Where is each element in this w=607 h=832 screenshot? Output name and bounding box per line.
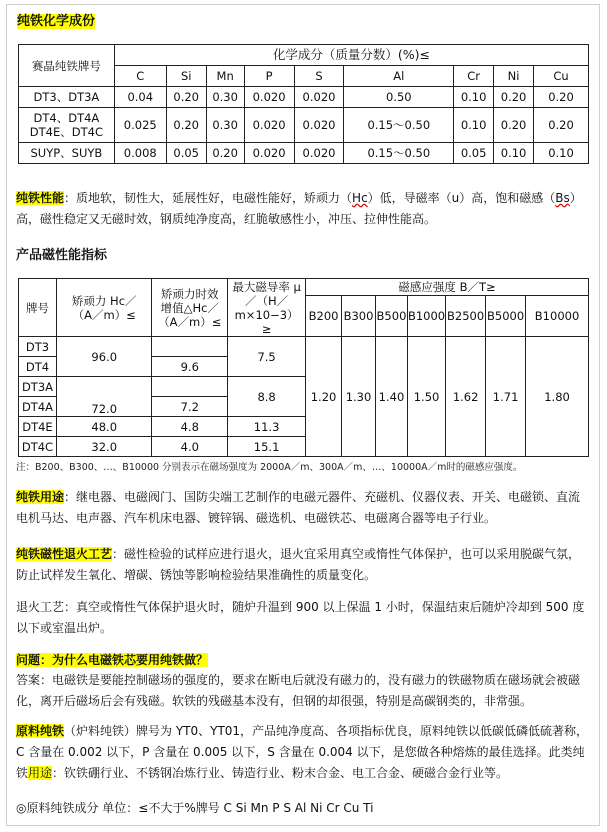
table-row (19, 337, 589, 357)
colon: ： (64, 191, 77, 205)
bs-term: Bs (555, 191, 570, 205)
b-col-header: B10000 (526, 296, 589, 337)
value-cell: 0.020 (244, 143, 294, 164)
magnetic-properties-table (18, 278, 589, 457)
table-note: 注：B200、B300、…、B10000 分别表示在磁场强度为 2000A／m、300A／m、…、10000A／m时的磁感应强度。 (16, 462, 523, 473)
use-label: 纯铁用途 (16, 490, 65, 504)
raw-iron-paragraph (16, 721, 590, 784)
value-cell: 0.20 (166, 87, 206, 108)
dhc-cell: 4.8 (152, 417, 228, 437)
value-cell: 0.15～0.50 (344, 143, 454, 164)
hc-cell: 48.0 (56, 417, 152, 437)
brand-cell: SUYP、SUYB (19, 143, 115, 164)
anneal-label: 纯铁磁性退火工艺 (16, 547, 113, 561)
header-delta-hc: 矫顽力时效增值△Hc／（A／m）≤ (152, 279, 228, 337)
value-cell: 0.008 (114, 143, 166, 164)
raw-iron-label: 原料纯铁 (16, 724, 65, 738)
heading-magnetic-indicators: 产品磁性能指标 (16, 248, 108, 263)
dhc-cell: 9.6 (152, 357, 228, 377)
performance-text: 质地软，韧性大，延展性好，电磁性能好，矫顽力（ (76, 191, 353, 205)
hc-cell: 72.0 (56, 377, 152, 417)
b-col-header: B1000 (407, 296, 445, 337)
value-cell: 0.10 (454, 87, 494, 108)
performance-label: 纯铁性能 (16, 191, 65, 205)
header-brand: 牌号 (19, 279, 57, 337)
element-header: Cr (454, 66, 494, 87)
header-hc: 矫顽力 Hc／（A／m）≤ (56, 279, 152, 337)
footer-line: ◎原料纯铁成分 单位：≤不大于%牌号 C Si Mn P S Al Ni Cr Cu Ti (16, 801, 374, 815)
element-header: P (244, 66, 294, 87)
b-value-cell: 1.30 (342, 337, 376, 457)
brand-cell: DT4C (19, 437, 57, 457)
hc-cell: 32.0 (56, 437, 152, 457)
value-cell: 0.04 (114, 87, 166, 108)
question-label: 问题：为什么电磁铁芯要用纯铁做？ (16, 653, 209, 667)
value-cell: 0.020 (294, 108, 344, 143)
b-value-cell: 1.40 (375, 337, 407, 457)
performance-text: ）低，导磁率（u）高，饱和磁感（ (367, 191, 556, 205)
question-heading (16, 650, 590, 671)
element-header: Al (344, 66, 454, 87)
b-value-cell: 1.80 (526, 337, 589, 457)
value-cell: 0.10 (494, 143, 534, 164)
element-header: C (114, 66, 166, 87)
brand-cell: DT4E (19, 417, 57, 437)
anneal-text: 磁性检验的试样应进行退火，退火宜采用真空或惰性气体保护，也可以采用脱碳气氛，防止试样发生氧化、增碳、锈蚀等影响检验结果准确性的质量变化。 (16, 547, 581, 582)
element-header: Mn (206, 66, 244, 87)
raw-iron-text: ：钦铁硼行业、不锈钢冶炼行业、铸造行业、粉末合金、电工合金、硬磁合金行业等。 (52, 766, 509, 780)
brand-header: 赛晶纯铁牌号 (19, 45, 115, 87)
mu-cell: 15.1 (228, 437, 306, 457)
dhc-cell: 4.0 (152, 437, 228, 457)
element-header: S (294, 66, 344, 87)
value-cell: 0.020 (244, 108, 294, 143)
brand-cell: DT4A (19, 397, 57, 417)
value-cell: 0.20 (206, 143, 244, 164)
value-cell: 0.30 (206, 108, 244, 143)
b-value-cell: 1.50 (407, 337, 445, 457)
use-text: 继电器、电磁阀门、国防尖端工艺制作的电磁元器件、充磁机、仪器仪表、开关、电磁锁、直流电机马达、电声器、汽车机床电器、镀锌锅、磁选机、电磁铁芯、电磁离合器等电子行业。 (16, 490, 581, 525)
raw-iron-use-label: 用途 (28, 766, 53, 780)
value-cell: 0.50 (344, 87, 454, 108)
mu-cell: 8.8 (228, 377, 306, 417)
b-value-cell: 1.20 (306, 337, 342, 457)
colon: ： (112, 547, 125, 561)
raw-iron-text: （炉料纯铁）牌号为 YT0、YT01，产品纯净度高、各项指标优良，原料纯铁以低碳低磷低硫著称，C 含量在 0.002 以下，P 含量在 0.005 以下，S 含量在 0.004 以下，是您做各种熔炼的最佳选择。此类纯铁 (16, 724, 589, 780)
performance-paragraph (16, 188, 590, 230)
table-row (19, 143, 589, 164)
value-cell: 0.15～0.50 (344, 108, 454, 143)
dhc-cell (152, 337, 228, 357)
value-cell: 0.20 (166, 108, 206, 143)
value-cell: 0.10 (454, 108, 494, 143)
b-value-cell: 1.62 (446, 337, 486, 457)
element-header: Ni (494, 66, 534, 87)
dhc-cell (152, 377, 228, 397)
value-cell: 0.025 (114, 108, 166, 143)
element-header: Cu (534, 66, 589, 87)
table-row (19, 108, 589, 143)
value-cell: 0.10 (534, 143, 589, 164)
brand-cell: DT4 (19, 357, 57, 377)
value-cell: 0.05 (166, 143, 206, 164)
process-paragraph: 退火工艺：真空或惰性气体保护退火时，随炉升温到 900 以上保温 1 小时，保温结束后随炉冷却到 500 度以下或室温出炉。 (16, 600, 585, 635)
brand-cell: DT3 (19, 337, 57, 357)
value-cell: 0.020 (294, 143, 344, 164)
answer-paragraph: 答案：电磁铁是要能控制磁场的强度的，要求在断电后就没有磁力的，没有磁力的铁磁物质在磁场就会被磁化，离开后磁场后会有残磁。软铁的残磁基本没有，但钢的却很强，特别是高碳钢类的，非常强。 (16, 673, 581, 708)
dhc-cell: 7.2 (152, 397, 228, 417)
mu-cell: 11.3 (228, 417, 306, 437)
b-col-header: B500 (375, 296, 407, 337)
b-col-header: B200 (306, 296, 342, 337)
b-value-cell: 1.71 (486, 337, 526, 457)
brand-cell: DT3A (19, 377, 57, 397)
value-cell: 0.30 (206, 87, 244, 108)
use-paragraph (16, 487, 590, 529)
mu-cell: 7.5 (228, 337, 306, 377)
value-cell: 0.20 (494, 87, 534, 108)
header-b: 磁感应强度 B／T≥ (306, 279, 589, 296)
composition-group-header: 化学成分（质量分数）(%)≤ (114, 45, 588, 66)
b-col-header: B300 (342, 296, 376, 337)
b-col-header: B5000 (486, 296, 526, 337)
brand-cell: DT3、DT3A (19, 87, 115, 108)
chemical-composition-table (18, 44, 589, 164)
hc-cell: 96.0 (56, 337, 152, 377)
table-row (19, 87, 589, 108)
value-cell: 0.05 (454, 143, 494, 164)
hc-term: Hc (352, 191, 368, 205)
colon: ： (64, 490, 77, 504)
value-cell: 0.20 (494, 108, 534, 143)
value-cell: 0.20 (534, 87, 589, 108)
header-mu: 最大磁导率 μ／（H／m×10−3）≥ (228, 279, 306, 337)
anneal-paragraph (16, 544, 590, 586)
performance-text: ）高，磁性稳定又无磁时效，钢质纯净度高，红脆敏感性小，冲压、拉伸性能高。 (16, 191, 582, 226)
value-cell: 0.20 (534, 108, 589, 143)
element-header: Si (166, 66, 206, 87)
brand-cell: DT4、DT4A DT4E、DT4C (19, 108, 115, 143)
b-col-header: B2500 (446, 296, 486, 337)
value-cell: 0.020 (244, 87, 294, 108)
heading-chemical-composition: 纯铁化学成份 (17, 14, 96, 29)
value-cell: 0.020 (294, 87, 344, 108)
